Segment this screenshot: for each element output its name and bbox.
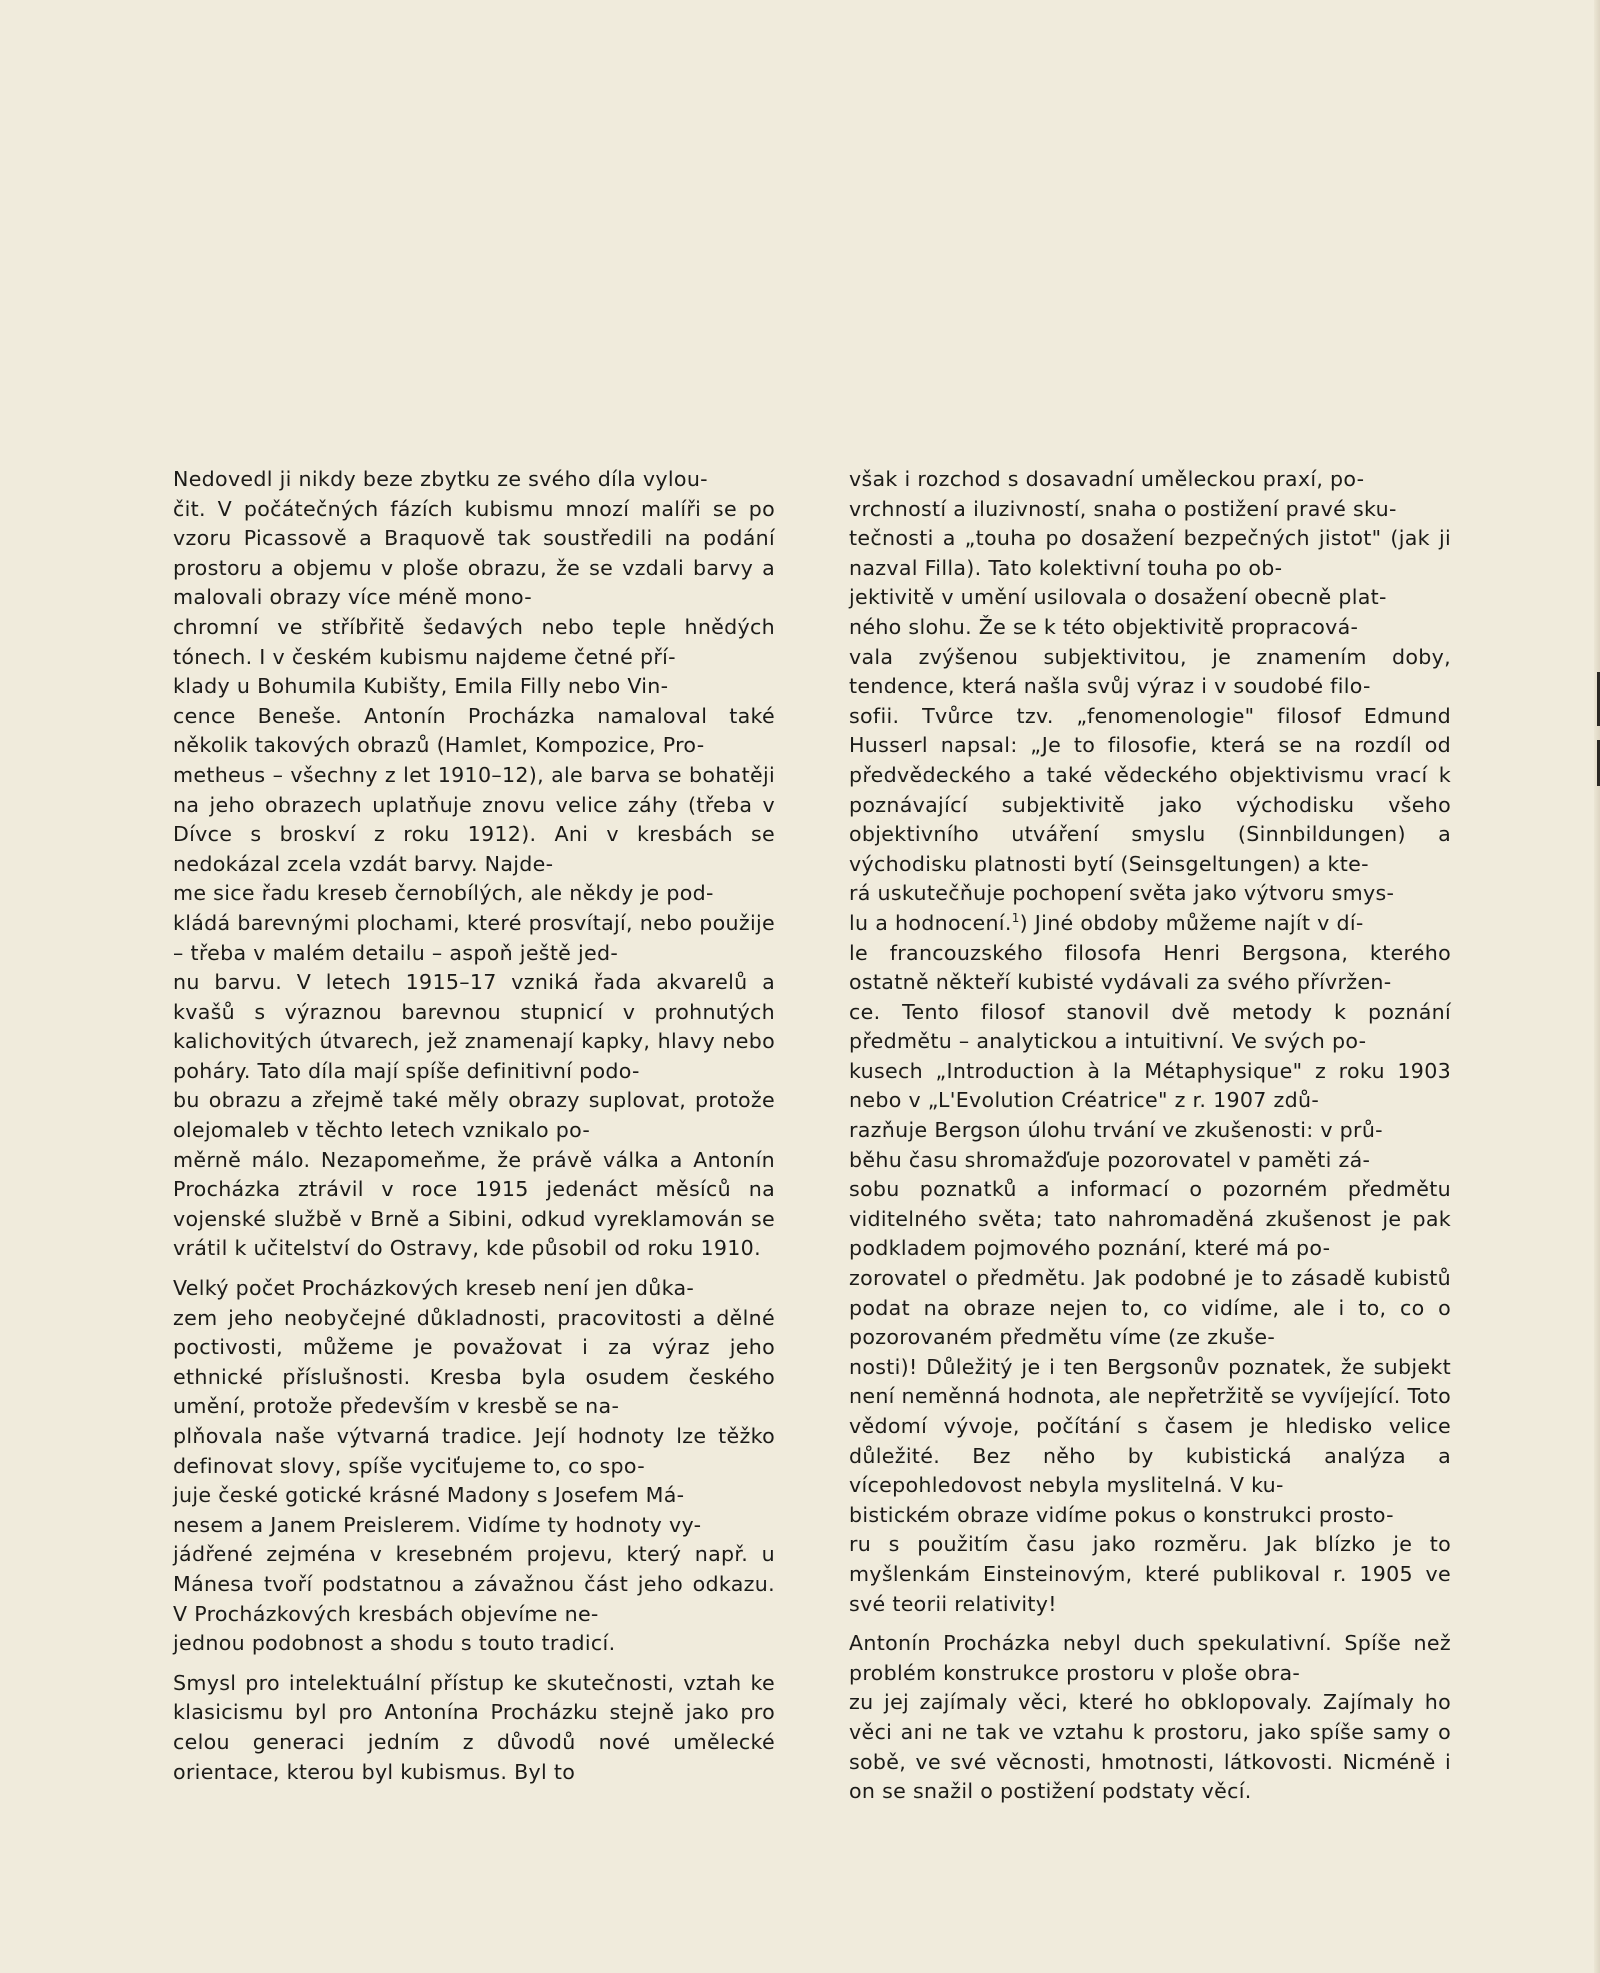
right-column — [849, 465, 1451, 1817]
left-paragraph-3: Smysl pro intelektuální přístup ke skutečnosti, vztah ke klasicismu byl pro Antonína Procházku stejně jako pro celou generaci jedním z důvodů nové umělecké orientace, kterou byl kubismus. Byl to — [173, 1670, 775, 1784]
left-paragraph-2: Velký počet Procházkových kreseb není jen důka- zem jeho neobyčejné důkladnosti, pracovitosti a dělné poctivosti, můžeme je považovat i za výraz jeho ethnické příslušnosti. Kresba byla osudem českého umění, protože především v kresbě se na- plňovala naše výtvarná tradice. Její hodnoty lze těžko definovat slovy, spíše vyciťujeme to, co spo- juje české gotické krásné Madony s Josefem Má- nesem a Janem Preislerem. Vidíme ty hodnoty vy- jádřené zejména v kresebném projevu, který např. u Mánesa tvoří podstatnou a závažnou část jeho odkazu. V Procházkových kresbách objevíme ne- jednou podobnost a shodu s touto tradicí. — [173, 1276, 775, 1656]
footnote-marker: 1 — [1011, 911, 1020, 926]
right-paragraph-1 — [849, 465, 1451, 1619]
right-paragraph-1-part-a: však i rozchod s dosavadní uměleckou praxí, po- vrchností a iluzivností, snaha o postižení pravé sku- tečnosti a „touha po dosažení bezpečných jistot" (jak ji nazval Filla). Tato kolektivní touha po ob- jektivitě v umění usilovala o dosažení obecně plat- ného slohu. Že se k této objektivitě propracová- vala zvýšenou subjektivitou, je znamením doby, tendence, která našla svůj výraz i v soudobé filo- sofii. Tvůrce tzv. „fenomenologie" filosof Edmund Husserl napsal: „Je to filosofie, která se na rozdíl od předvědeckého a také vědeckého objektivismu vrací k poznávající subjektivitě jako východisku všeho objektivního utváření smyslu (Sinnbildungen) a východisku platnosti bytí (Seinsgeltungen) a kte- rá uskutečňuje pochopení světa jako výtvoru smys- lu a hodnocení. — [849, 467, 1451, 935]
right-paragraph-2: Antonín Procházka nebyl duch spekulativní. Spíše než problém konstrukce prostoru v ploše obra- zu jej zajímaly věci, které ho obklopovaly. Zajímaly ho věci ani ne tak ve vztahu k prostoru, jako spíše samy o sobě, ve své věcnosti, hmotnosti, látkovosti. Nicméně i on se snažil o postižení podstaty věcí. — [849, 1631, 1451, 1804]
right-paragraph-1-part-b: ) Jiné obdoby můžeme najít v dí- le francouzského filosofa Henri Bergsona, kterého ostatně někteří kubisté vydávali za svého přívržen- ce. Tento filosof stanovil dvě metody k poznání předmětu – analytickou a intuitivní. Ve svých po- kusech „Introduction à la Métaphysique" z roku 1903 nebo v „L'Evolution Créatrice" z r. 1907 zdů- razňuje Bergson úlohu trvání ve zkušenosti: v prů- běhu času shromažďuje pozorovatel v paměti zá- sobu poznatků a informací o pozorném předmětu viditelného světa; tato nahromaděná zkušenost je pak podkladem pojmového poznání, které má po- zorovatel o předmětu. Jak podobné je to zásadě kubistů podat na obraze nejen to, co vidíme, ale i to, co o pozorovaném předmětu víme (ze zkuše- nosti)! Důležitý je i ten Bergsonův poznatek, že subjekt není neměnná hodnota, ale nepřetržitě se vyvíjející. Toto vědomí vývoje, počítání s časem je hledisko velice důležité. Bez něho by kubistická analýza a vícepohledovost nebyla myslitelná. V ku- bistickém obraze vidíme pokus o konstrukci prosto- ru s použitím času jako rozměru. Jak blízko je to myšlenkám Einsteinovým, které publikoval r. 1905 ve své teorii relativity! — [849, 910, 1451, 1616]
left-paragraph-1: Nedovedl ji nikdy beze zbytku ze svého díla vylou- čit. V počátečných fázích kubismu mnozí malíři se po vzoru Picassově a Braquově tak soustředili na podání prostoru a objemu v ploše obrazu, že se vzdali barvy a malovali obrazy více méně mono- chromní ve stříbřitě šedavých nebo teple hnědých tónech. I v českém kubismu najdeme četné pří- klady u Bohumila Kubišty, Emila Filly nebo Vin- cence Beneše. Antonín Procházka namaloval také několik takových obrazů (Hamlet, Kompozice, Pro- metheus – všechny z let 1910–12), ale barva se bohatěji na jeho obrazech uplatňuje znovu velice záhy (třeba v Dívce s broskví z roku 1912). Ani v kresbách se nedokázal zcela vzdát barvy. Najde- me sice řadu kreseb černobílých, ale někdy je pod- kládá barevnými plochami, které prosvítají, nebo použije – třeba v malém detailu – aspoň ještě jed- nu barvu. V letech 1915–17 vzniká řada akvarelů a kvašů s výraznou barevnou stupnicí v prohnutých kalichovitých útvarech, jež znamenají kapky, hlavy nebo poháry. Tato díla mají spíše definitivní podo- bu obrazu a zřejmě také měly obrazy suplovat, protože olejomaleb v těchto letech vznikalo po- měrně málo. Nezapomeňme, že právě válka a Antonín Procházka ztrávil v roce 1915 jedenáct měsíců na vojenské službě v Brně a Sibini, odkud vyreklamován se vrátil k učitelství do Ostravy, kde působil od roku 1910. — [173, 467, 775, 1261]
page-edge — [1594, 0, 1600, 1973]
left-column — [173, 465, 775, 1797]
